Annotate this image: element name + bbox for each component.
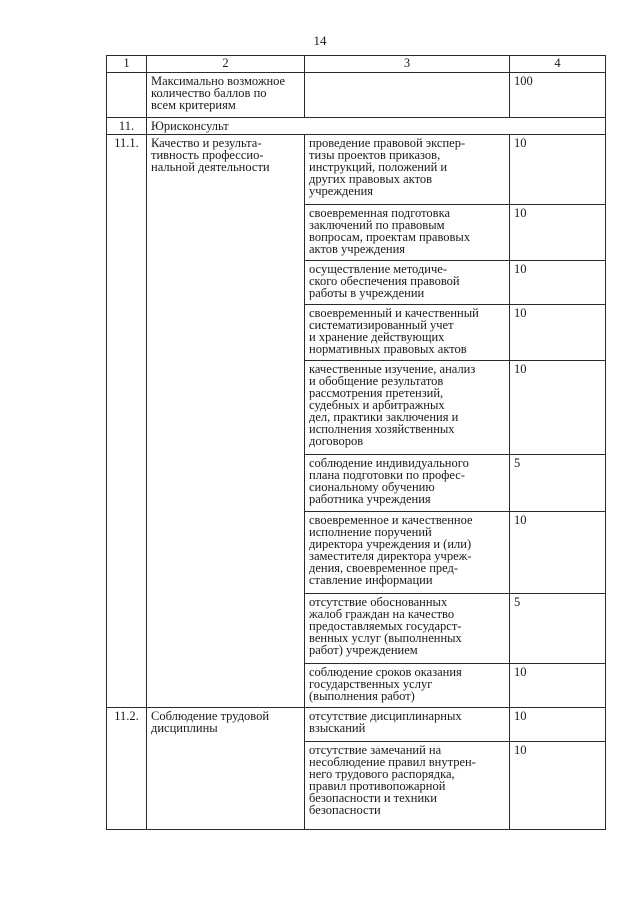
indicator-text-line: отсутствие дисциплинарных [309, 709, 462, 723]
indicator-text-line: актов учреждения [309, 242, 406, 256]
indicator-text-line: государственных услуг [309, 677, 433, 691]
indicator-text-line: инструкций, положений и [309, 160, 448, 174]
indicator-text [305, 135, 510, 205]
indicator-text-line: взысканий [309, 721, 366, 735]
indicator-text [305, 708, 510, 742]
indicator-text [305, 455, 510, 512]
criterion-number: 11.2. [107, 708, 147, 830]
indicator-text-line: жалоб граждан на качество [309, 607, 455, 621]
section-title: Юрисконсульт [147, 118, 606, 135]
page-number: 14 [313, 33, 327, 48]
indicator-text [305, 205, 510, 261]
indicator-text-line: заместителя директора учреж- [309, 549, 472, 563]
indicator-points: 10 [510, 305, 606, 361]
indicator-text-line: тизы проектов приказов, [309, 148, 441, 162]
indicator-points: 5 [510, 594, 606, 664]
indicator-points: 10 [510, 708, 606, 742]
indicator-text-line: рассмотрения претензий, [309, 386, 444, 400]
indicator-text-line: него трудового распорядка, [309, 767, 455, 781]
indicator-text-line: и хранение действующих [309, 330, 445, 344]
indicator-text-line: отсутствие обоснованных [309, 595, 448, 609]
criterion-row [107, 135, 606, 205]
column-header-3: 3 [305, 56, 510, 73]
indicator-text-line: работника учреждения [309, 492, 431, 506]
indicator-text-line: работы в учреждении [309, 286, 425, 300]
criterion-name-line: Соблюдение трудовой [151, 709, 270, 723]
indicator-text-line: сиональному обучению [309, 480, 435, 494]
indicator-text-line: вопросам, проектам правовых [309, 230, 471, 244]
section-row [107, 118, 606, 135]
indicator-text-line: судебных и арбитражных [309, 398, 445, 412]
criterion-name [147, 708, 305, 830]
indicator-text-line: (выполнения работ) [309, 689, 415, 703]
indicator-text-line: соблюдение индивидуального [309, 456, 469, 470]
indicator-text-line: договоров [309, 434, 364, 448]
indicator-text-line: несоблюдение правил внутрен- [309, 755, 476, 769]
indicator-text-line: безопасности [309, 803, 381, 817]
indicator-text [305, 261, 510, 305]
column-header-2: 2 [147, 56, 305, 73]
section-number: 11. [107, 118, 147, 135]
indicator-text-line: своевременный и качественный [309, 306, 479, 320]
criterion-name-line: нальной деятельности [151, 160, 270, 174]
max-score-label: Максимально возможное количество баллов по всем критериям [147, 73, 305, 118]
indicator-text [305, 512, 510, 594]
criterion-name-line: Качество и результа- [151, 136, 262, 150]
indicator-text-line: правил противопожарной [309, 779, 446, 793]
criterion-name-line: дисциплины [151, 721, 218, 735]
criteria-table [106, 55, 606, 830]
max-score-points: 100 [510, 73, 606, 118]
indicator-points: 10 [510, 261, 606, 305]
indicator-text-line: соблюдение сроков оказания [309, 665, 462, 679]
table-header-row [107, 56, 606, 73]
indicator-text-line: венных услуг (выполненных [309, 631, 462, 645]
column-header-4: 4 [510, 56, 606, 73]
indicator-points: 10 [510, 664, 606, 708]
max-score-indicator-cell [305, 73, 510, 118]
indicator-points: 10 [510, 205, 606, 261]
indicator-text-line: учреждения [309, 184, 374, 198]
indicator-text-line: проведение правовой экспер- [309, 136, 466, 150]
indicator-text-line: исполнение поручений [309, 525, 432, 539]
indicator-text-line: работ) учреждением [309, 643, 418, 657]
indicator-text-line: плана подготовки по профес- [309, 468, 465, 482]
max-score-number-cell [107, 73, 147, 118]
indicator-text-line: отсутствие замечаний на [309, 743, 442, 757]
indicator-text [305, 305, 510, 361]
indicator-text-line: заключений по правовым [309, 218, 445, 232]
criterion-name-line: тивность профессио- [151, 148, 264, 162]
indicator-text [305, 664, 510, 708]
indicator-text [305, 742, 510, 830]
indicator-text-line: и обобщение результатов [309, 374, 444, 388]
criterion-name [147, 135, 305, 708]
max-score-row [107, 73, 606, 118]
indicator-text-line: своевременная подготовка [309, 206, 450, 220]
indicator-text-line: предоставляемых государст- [309, 619, 462, 633]
indicator-text-line: ского обеспечения правовой [309, 274, 460, 288]
indicator-text [305, 361, 510, 455]
indicator-points: 10 [510, 135, 606, 205]
indicator-points: 10 [510, 512, 606, 594]
indicator-points: 10 [510, 742, 606, 830]
indicator-text-line: других правовых актов [309, 172, 433, 186]
indicator-text-line: дения, своевременное пред- [309, 561, 459, 575]
criterion-row [107, 708, 606, 742]
indicator-text-line: исполнения хозяйственных [309, 422, 455, 436]
indicator-text-line: директора учреждения и (или) [309, 537, 472, 551]
column-header-1: 1 [107, 56, 147, 73]
indicator-text-line: своевременное и качественное [309, 513, 473, 527]
indicator-text-line: систематизированный учет [309, 318, 454, 332]
criterion-number: 11.1. [107, 135, 147, 708]
indicator-text-line: ставление информации [309, 573, 433, 587]
indicator-text-line: дел, практики заключения и [309, 410, 459, 424]
indicator-points: 10 [510, 361, 606, 455]
indicator-points: 5 [510, 455, 606, 512]
indicator-text-line: осуществление методиче- [309, 262, 447, 276]
indicator-text-line: качественные изучение, анализ [309, 362, 476, 376]
indicator-text-line: безопасности и техники [309, 791, 437, 805]
indicator-text-line: нормативных правовых актов [309, 342, 467, 356]
indicator-text [305, 594, 510, 664]
